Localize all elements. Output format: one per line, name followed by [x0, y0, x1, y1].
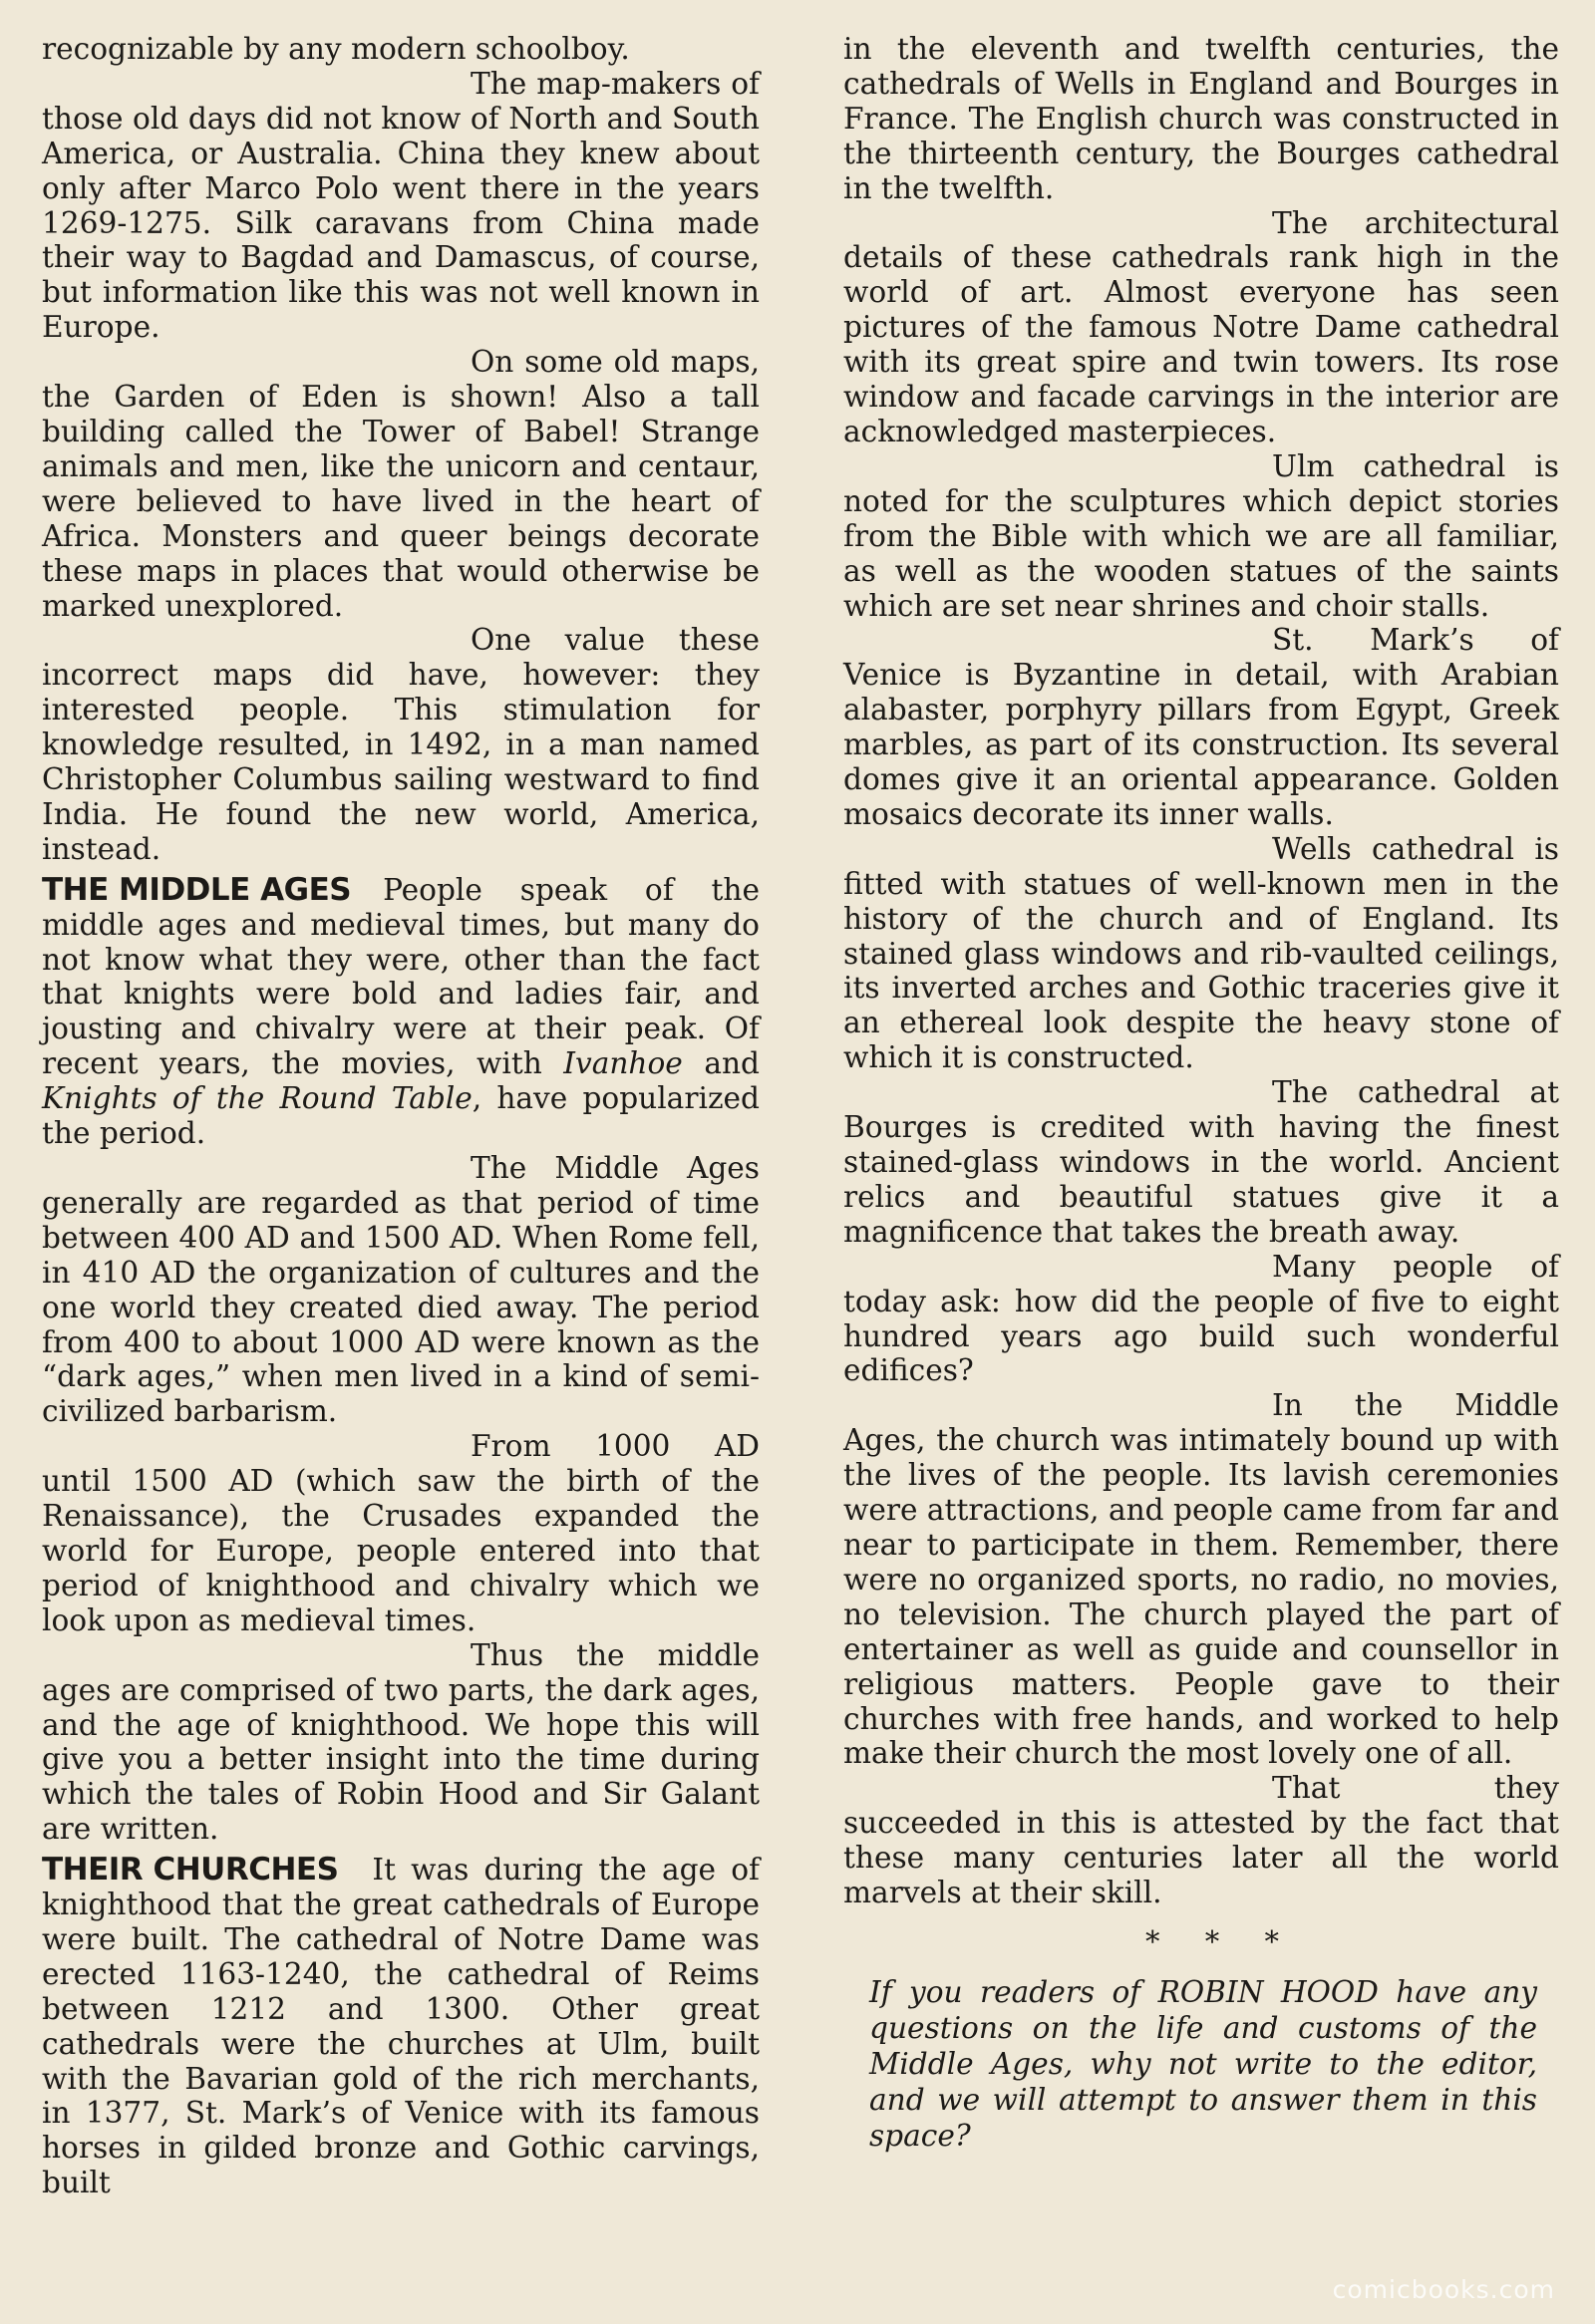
paragraph: From 1000 AD until 1500 AD (which saw the birth of the Renaissance), the Crusades expanded the world for Europe, people entered into that period of knighthood and chivalry which we look upon as medieval times.	[42, 1429, 760, 1637]
middle-ages-text-a: People speak of the middle ages and medieval times, but many do not know what they were, other than the fact that knights were bold and ladies fair, and jousting and chivalry were at their peak. Of recent years, the movies, with	[42, 872, 760, 1081]
paragraph: On some old maps, the Garden of Eden is shown! Also a tall building called the Tower of Babel! Strange animals and men, like the unicorn and centaur, were believed to have lived in the heart of Africa. Monsters and queer beings decorate these maps in places that would otherwise be marked unexplored.	[42, 345, 760, 623]
churches-text: It was during the age of knighthood that the great cathedrals of Europe were built. The cathedral of Notre Dame was erected 1163-1240, the cathedral of Reims between 1212 and 1300. Other great cathedrals were the churches at Ulm, built with the Bavarian gold of the rich merchants, in 1377, St. Mark’s of Venice with its famous horses in gilded bronze and Gothic carvings, built	[42, 1853, 760, 2200]
paragraph: Many people of today ask: how did the people of five to eight hundred years ago build such wonderful edifices?	[843, 1249, 1559, 1388]
paragraph: Thus the middle ages are comprised of two parts, the dark ages, and the age of knighthood. We hope this will give you a better insight into the time during which the tales of Robin Hood and Sir Galant are written.	[42, 1637, 760, 1847]
paragraph: recognizable by any modern schoolboy.	[42, 32, 630, 66]
paragraph: The cathedral at Bourges is credited with having the finest stained-glass windows in the world. Ancient relics and beautiful statues give it a magnificence that takes the breath away.	[843, 1075, 1559, 1249]
paragraph: The architectural details of these cathedrals rank high in the world of art. Almost everyone has seen pictures of the famous Notre Dame cathedral with its great spire and twin towers. Its rose window and facade carvings in the interior are acknowledged masterpieces.	[843, 205, 1559, 448]
paragraph: That they succeeded in this is attested by the fact that these many centuries later all the world marvels at their skill.	[843, 1771, 1559, 1910]
paragraph: The map-makers of those old days did not know of North and South America, or Australia. China they knew about only after Marco Polo went there in the years 1269-1275. Silk caravans from China made their way to Bagdad and Damascus, of course, but information like this was not well known in Europe.	[42, 66, 760, 345]
right-column	[843, 32, 1559, 2154]
paragraph: Wells cathedral is fitted with statues of well-known men in the history of the church and of England. Its stained glass windows and rib-vaulted ceilings, its inverted arches and Gothic traceries give it an ethereal look despite the heavy stone of which it is constructed.	[843, 831, 1559, 1075]
watermark: comicbooks.com	[1332, 2275, 1555, 2304]
paragraph: in the eleventh and twelfth centuries, the cathedrals of Wells in England and Bourges in France. The English church was constructed in the thirteenth century, the Bourges cathedral in the twelfth.	[843, 32, 1559, 205]
paragraph: The Middle Ages generally are regarded as that period of time between 400 AD and 1500 AD. When Rome fell, in 410 AD the organization of cultures and the one world they created died away. The period from 400 to about 1000 AD were known as the “dark ages,” when men lived in a kind of semi-civilized barbarism.	[42, 1151, 760, 1429]
middle-ages-section	[42, 873, 760, 1151]
paragraph: Ulm cathedral is noted for the sculptures which depict stories from the Bible with which we are all familiar, as well as the wooden statues of the saints which are set near shrines and choir stalls.	[843, 448, 1559, 623]
closing-note: If you readers of ROBIN HOOD have any questions on the life and customs of the Middle Ages, why not write to the editor, and we will attempt to answer them in this space?	[869, 1974, 1537, 2153]
paragraph: In the Middle Ages, the church was intimately bound up with the lives of the people. Its lavish ceremonies were attractions, and people came from far and near to participate in them. Remember, there were no organized sports, no radio, no movies, no television. The church played the part of entertainer as well as guide and counsellor in religious matters. People gave to their churches with free hands, and worked to help make their church the most lovely one of all.	[843, 1388, 1559, 1771]
middle-ages-text-b: , have popularized the period.	[42, 1081, 760, 1151]
left-column	[42, 32, 760, 2200]
paragraph: One value these incorrect maps did have, however: they interested people. This stimulation for knowledge resulted, in 1492, in a man named Christopher Columbus sailing westward to find India. He found the new world, America, instead.	[42, 623, 760, 866]
film-title-knights: Knights of the Round Table	[42, 1081, 473, 1116]
film-title-ivanhoe: Ivanhoe	[563, 1046, 683, 1081]
paragraph: St. Mark’s of Venice is Byzantine in detail, with Arabian alabaster, porphyry pillars from Egypt, Greek marbles, as part of its construction. Its several domes give it an oriental appearance. Golden mosaics decorate its inner walls.	[843, 623, 1559, 831]
section-divider-stars: * * *	[1145, 1923, 1297, 1958]
churches-section	[42, 1853, 760, 2200]
section-heading-middle-ages: THE MIDDLE AGES	[42, 871, 352, 908]
section-heading-churches: THEIR CHURCHES	[42, 1852, 339, 1888]
middle-ages-text-and: and	[682, 1046, 760, 1081]
